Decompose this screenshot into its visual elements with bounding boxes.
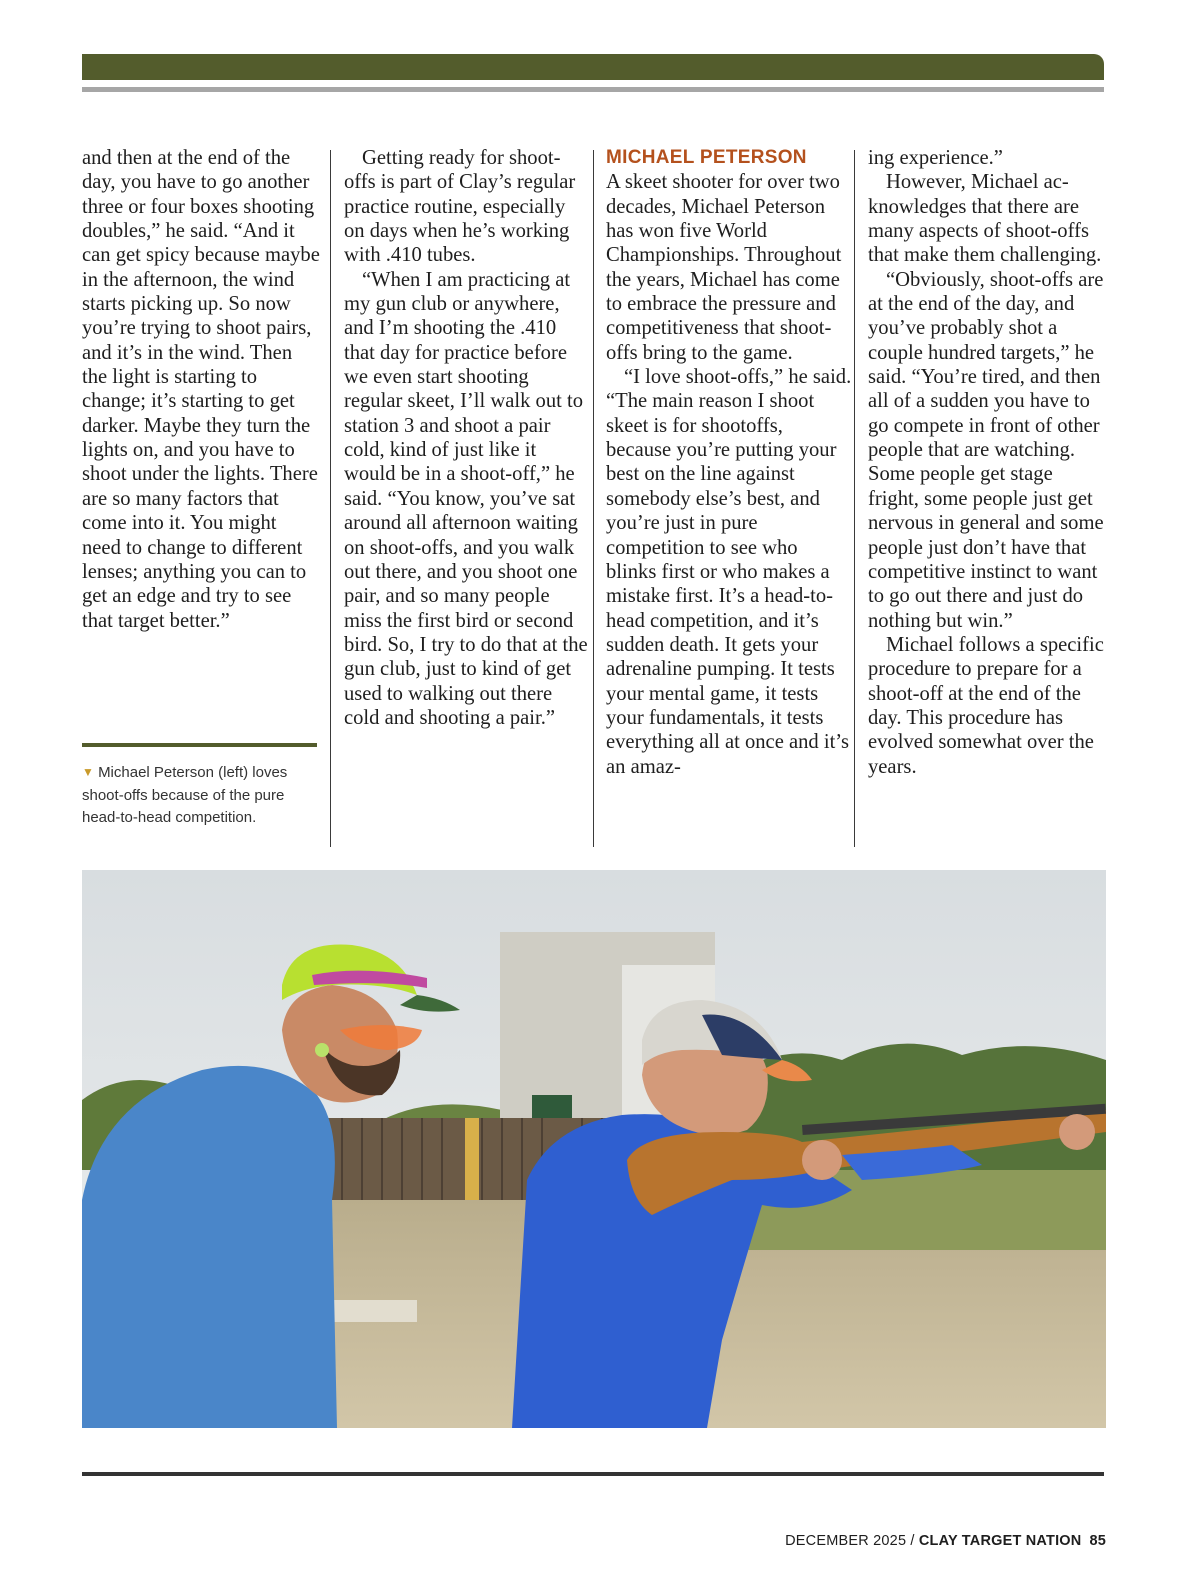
caption-text: Michael Peterson (left) loves shoot-offs because of the pure head-to-head competition. [82,764,288,826]
paragraph: and then at the end of the day, you have to go another three or four boxes shooting doubles,” he said. “And it can get spicy because maybe in the afternoon, the wind starts picking up. So now you’re trying to shoot pairs, and it’s in the wind. Then the light is starting to change; it’s starting to get darker. Maybe they turn the lights on, and you have to shoot under the lights. There are so many factors that come into it. You might need to change to different lenses; anything you can to get an edge and try to see that target better.” [82,147,320,632]
page-footer [785,1533,1106,1549]
skeet-shooters-photo [82,870,1106,1428]
paragraph: A skeet shooter for over two decades, Michael Peterson has won five World Championships. Throughout the years, Michael has come to embrace the pressure and competitiveness that shoot-offs bring to the game. [606,171,842,364]
paragraph: “When I am practicing at my gun club or anywhere, and I’m shooting the .410 that day for practice before we even start shooting regular skeet, I’ll walk out to station 3 and shoot a pair cold, kind of just like it would be in a shoot-off,” he said. “You know, you’ve sat around all afternoon waiting on shoot-offs, and you walk out there, and you shoot one pair, and so many people miss the first bird or second bird. So, I try to do that at the gun club, just to kind of get used to walking out there cold and shooting a pair.” [344,268,588,729]
text-column-2 [344,146,588,730]
feature-photo [82,870,1106,1428]
header-band [82,54,1104,80]
paragraph: ing experience.” [868,147,1003,169]
section-heading: MICHAEL PETERSON [606,147,807,168]
paragraph: “I love shoot-offs,” he said. “The main reason I shoot skeet is for shootoffs, because you’re putting your best on the line against somebody else’s best, and you’re just in pure competition to see who blinks first or who makes a mistake first. It’s a head-to-head competition, and it’s sudden death. It gets your adrenaline pumping. It tests your mental game, it tests your fundamentals, it tests everything all at once and it’s an amaz- [606,366,852,778]
caption-marker-icon: ▼ [82,765,94,779]
paragraph: However, Michael acknowledges that there are many aspects of shoot-offs that make them challenging. [868,171,1102,267]
header-rule [82,87,1104,92]
photo-caption [82,762,318,830]
text-column-3 [606,146,852,779]
caption-rule [82,743,317,747]
paragraph: Michael follows a specific procedure to prepare for a shoot-off at the end of the day. This procedure has evolved somewhat over the years. [868,633,1104,778]
footer-rule [82,1472,1104,1476]
text-column-1 [82,146,320,633]
magazine-name: CLAY TARGET NATION [918,1533,1082,1549]
column-divider [593,150,594,847]
text-column-4 [868,146,1108,779]
paragraph: “Obviously, shoot-offs are at the end of the day, and you’ve probably shot a couple hundred targets,” he said. “You’re tired, and then all of a sudden you have to go compete in front of other people that are watching. Some people get stage fright, some people just get nervous in general and some people just don’t have that competitive instinct to want to go out there and just do nothing but win.” [868,268,1104,632]
paragraph: Getting ready for shoot-offs is part of Clay’s regular practice routine, especially on days when he’s working with .410 tubes. [344,147,576,267]
column-divider [330,150,331,847]
page-number: 85 [1089,1533,1106,1549]
issue-date: DECEMBER 2025 / [785,1533,919,1549]
column-divider [854,150,855,847]
